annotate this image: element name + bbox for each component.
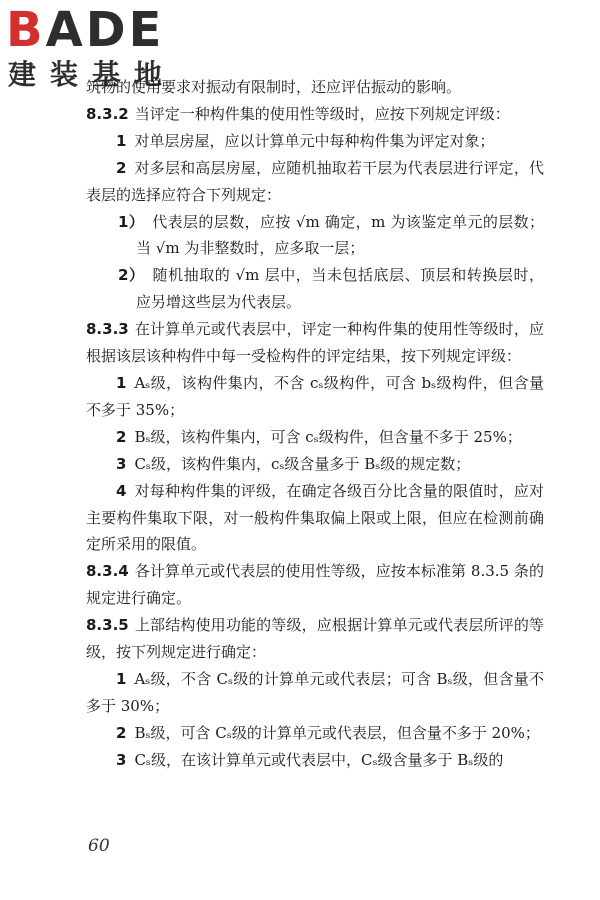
item-number: 3 [116,750,127,769]
clause-number: 8.3.3 [86,320,129,339]
item-8-3-5-1 [86,666,544,720]
item-8-3-3-2 [86,424,544,451]
item-number: 1 [116,131,127,150]
item-text: Cₛ级，在该计算单元或代表层中，Cₛ级含量多于 Bₛ级的 [134,750,504,769]
subitem-number: 2） [118,266,145,285]
clause-8-3-5 [86,612,544,666]
item-number: 1 [116,669,127,688]
clause-number: 8.3.5 [86,616,129,635]
clause-text: 在计算单元或代表层中，评定一种构件集的使用性等级时，应根据该层该种构件中每一受检构件的评定结果，按下列规定评级： [86,320,544,366]
subitem-2 [100,262,544,316]
item-text: Bₛ级，可含 Cₛ级的计算单元或代表层，但含量不多于 20%； [134,723,540,742]
item-8-3-2-1 [86,128,544,155]
item-number: 4 [116,481,127,500]
subitem-1 [100,209,544,263]
item-8-3-3-3 [86,451,544,478]
item-text: Cₛ级，该构件集内，cₛ级含量多于 Bₛ级的规定数； [134,454,471,473]
line-text: 筑物的使用要求对振动有限制时，还应评估振动的影响。 [86,78,462,96]
clause-text: 上部结构使用功能的等级，应根据计算单元或代表层所评的等级，按下列规定进行确定： [86,616,544,662]
item-8-3-3-1 [86,370,544,424]
item-text: Bₛ级，该构件集内，可含 cₛ级构件，但含量不多于 25%； [134,427,522,446]
item-8-3-3-4 [86,478,544,559]
item-text: 对单层房屋，应以计算单元中每种构件集为评定对象； [134,131,495,150]
logo-title-rest: ADE [45,2,165,58]
item-number: 1 [116,373,127,392]
logo-title [6,2,164,58]
page-number: 60 [88,836,110,856]
subitem-number: 1） [118,212,145,231]
subitem-text: 代表层的层数，应按 √m 确定，m 为该鉴定单元的层数；当 √m 为非整数时，应多取一层； [136,212,545,258]
item-8-3-5-2 [86,720,544,747]
item-number: 2 [116,158,127,177]
item-number: 2 [116,723,127,742]
clause-8-3-3 [86,316,544,370]
item-text: 对每种构件集的评级，在确定各级百分比含量的限值时，应对主要构件集取下限，对一般构件集取偏上限或上限，但应在检测前确定所采用的限值。 [86,481,544,554]
item-number: 3 [116,454,127,473]
paragraph-continuation [86,74,544,101]
document-body [86,74,544,774]
item-8-3-5-3 [86,747,544,774]
subitem-text: 随机抽取的 √m 层中，当未包括底层、顶层和转换层时，应另增这些层为代表层。 [136,266,545,312]
clause-number: 8.3.4 [86,562,129,581]
item-text: Aₛ级，该构件集内，不含 cₛ级构件，可含 bₛ级构件，但含量不多于 35%； [86,373,544,419]
clause-number: 8.3.2 [86,104,129,123]
item-text: 对多层和高层房屋，应随机抽取若干层为代表层进行评定，代表层的选择应符合下列规定： [86,158,544,204]
clause-text: 当评定一种构件集的使用性等级时，应按下列规定评级： [134,104,510,123]
clause-8-3-4 [86,558,544,612]
clause-8-3-2 [86,101,544,128]
logo-subtitle: 建装基地 [8,58,177,91]
logo-title-accent: B [6,2,46,58]
item-text: Aₛ级，不含 Cₛ级的计算单元或代表层；可含 Bₛ级，但含量不多于 30%； [86,669,544,715]
clause-text: 各计算单元或代表层的使用性等级，应按本标准第 8.3.5 条的规定进行确定。 [86,562,544,608]
item-8-3-2-2 [86,155,544,209]
item-number: 2 [116,427,127,446]
